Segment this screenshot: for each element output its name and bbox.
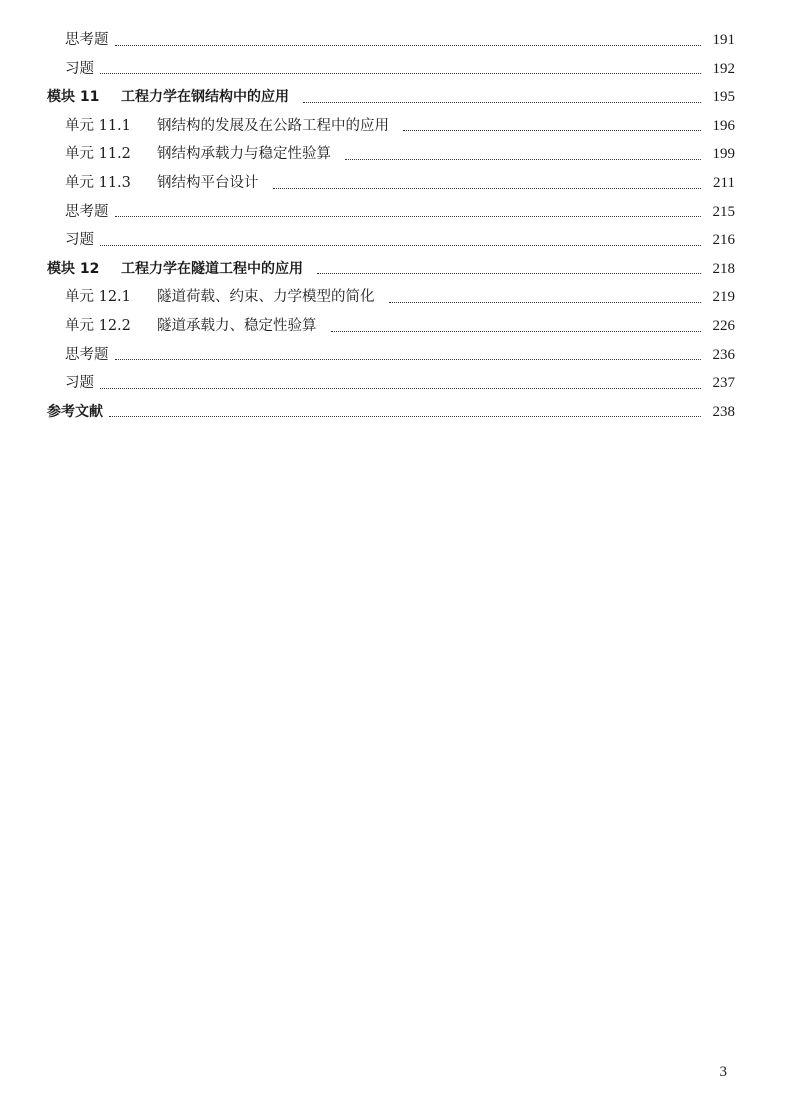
toc-entry-module-11[interactable] bbox=[47, 83, 735, 112]
dot-leader bbox=[115, 359, 702, 360]
dot-leader bbox=[389, 302, 702, 303]
toc-entry-title: 工程力学在钢结构中的应用 bbox=[121, 89, 289, 106]
toc-entry-exercise-questions[interactable] bbox=[47, 341, 735, 370]
toc-entry-references[interactable] bbox=[47, 398, 735, 427]
toc-entry-title: 习题 bbox=[65, 375, 94, 392]
toc-entry-page: 215 bbox=[712, 203, 735, 220]
dot-leader bbox=[403, 130, 701, 131]
toc-entry-title: 参考文献 bbox=[47, 403, 103, 420]
toc-entry-number: 单元 11.3 bbox=[65, 174, 131, 191]
toc-entry-title: 隧道承载力、稳定性验算 bbox=[157, 317, 317, 334]
toc-entry-unit-11-1[interactable] bbox=[47, 112, 735, 141]
dot-leader bbox=[345, 159, 701, 160]
dot-leader bbox=[317, 273, 701, 274]
toc-entry-title: 思考题 bbox=[65, 32, 109, 48]
toc-entry-page: 196 bbox=[712, 117, 735, 134]
dot-leader bbox=[273, 188, 702, 189]
toc-entry-unit-12-2[interactable] bbox=[47, 312, 735, 341]
toc-entry-title: 思考题 bbox=[65, 203, 109, 220]
toc-entry-page: 191 bbox=[712, 32, 735, 48]
toc-entry-page: 226 bbox=[712, 317, 735, 334]
dot-leader bbox=[331, 331, 702, 332]
toc-entry-unit-11-2[interactable] bbox=[47, 140, 735, 169]
toc-entry-title: 钢结构的发展及在公路工程中的应用 bbox=[157, 117, 389, 134]
toc-entry-page: 195 bbox=[712, 89, 735, 106]
toc-entry-page: 218 bbox=[712, 260, 735, 277]
toc-entry-title: 习题 bbox=[65, 232, 94, 249]
toc-entry-exercises[interactable] bbox=[47, 226, 735, 255]
toc-entry-number: 单元 11.2 bbox=[65, 146, 131, 163]
dot-leader bbox=[303, 102, 701, 103]
toc-entry-unit-11-3[interactable] bbox=[47, 169, 735, 198]
toc-entry-title: 思考题 bbox=[65, 346, 109, 363]
dot-leader bbox=[109, 416, 701, 417]
toc-entry-title: 工程力学在隧道工程中的应用 bbox=[121, 260, 303, 277]
dot-leader bbox=[115, 216, 702, 217]
toc-entry-title: 习题 bbox=[65, 60, 94, 77]
page-number: 3 bbox=[719, 1064, 727, 1080]
toc-entry-title: 钢结构承载力与稳定性验算 bbox=[157, 146, 331, 163]
table-of-contents bbox=[47, 26, 735, 426]
toc-entry-title: 隧道荷载、约束、力学模型的简化 bbox=[157, 289, 375, 306]
toc-entry-page: 216 bbox=[712, 232, 735, 249]
dot-leader bbox=[100, 388, 701, 389]
toc-entry-page: 236 bbox=[712, 346, 735, 363]
toc-entry-exercise-questions[interactable] bbox=[47, 198, 735, 227]
toc-entry-page: 237 bbox=[712, 375, 735, 392]
toc-entry-unit-12-1[interactable] bbox=[47, 283, 735, 312]
toc-entry-number: 模块 12 bbox=[47, 260, 100, 277]
toc-entry-page: 211 bbox=[713, 174, 735, 191]
toc-entry-page: 199 bbox=[712, 146, 735, 163]
toc-entry-page: 192 bbox=[712, 60, 735, 77]
toc-entry-number: 单元 11.1 bbox=[65, 117, 131, 134]
dot-leader bbox=[100, 245, 701, 246]
toc-entry-page: 238 bbox=[712, 403, 735, 420]
toc-entry-module-12[interactable] bbox=[47, 255, 735, 284]
toc-entry-number: 单元 12.1 bbox=[65, 289, 131, 306]
toc-entry-title: 钢结构平台设计 bbox=[157, 174, 259, 191]
dot-leader bbox=[100, 73, 701, 74]
toc-entry-exercises[interactable] bbox=[47, 369, 735, 398]
toc-entry-number: 单元 12.2 bbox=[65, 317, 131, 334]
dot-leader bbox=[115, 45, 702, 46]
toc-entry-number: 模块 11 bbox=[47, 89, 100, 106]
toc-entry-exercise-questions[interactable] bbox=[47, 26, 735, 55]
toc-entry-exercises[interactable] bbox=[47, 55, 735, 84]
toc-entry-page: 219 bbox=[712, 289, 735, 306]
